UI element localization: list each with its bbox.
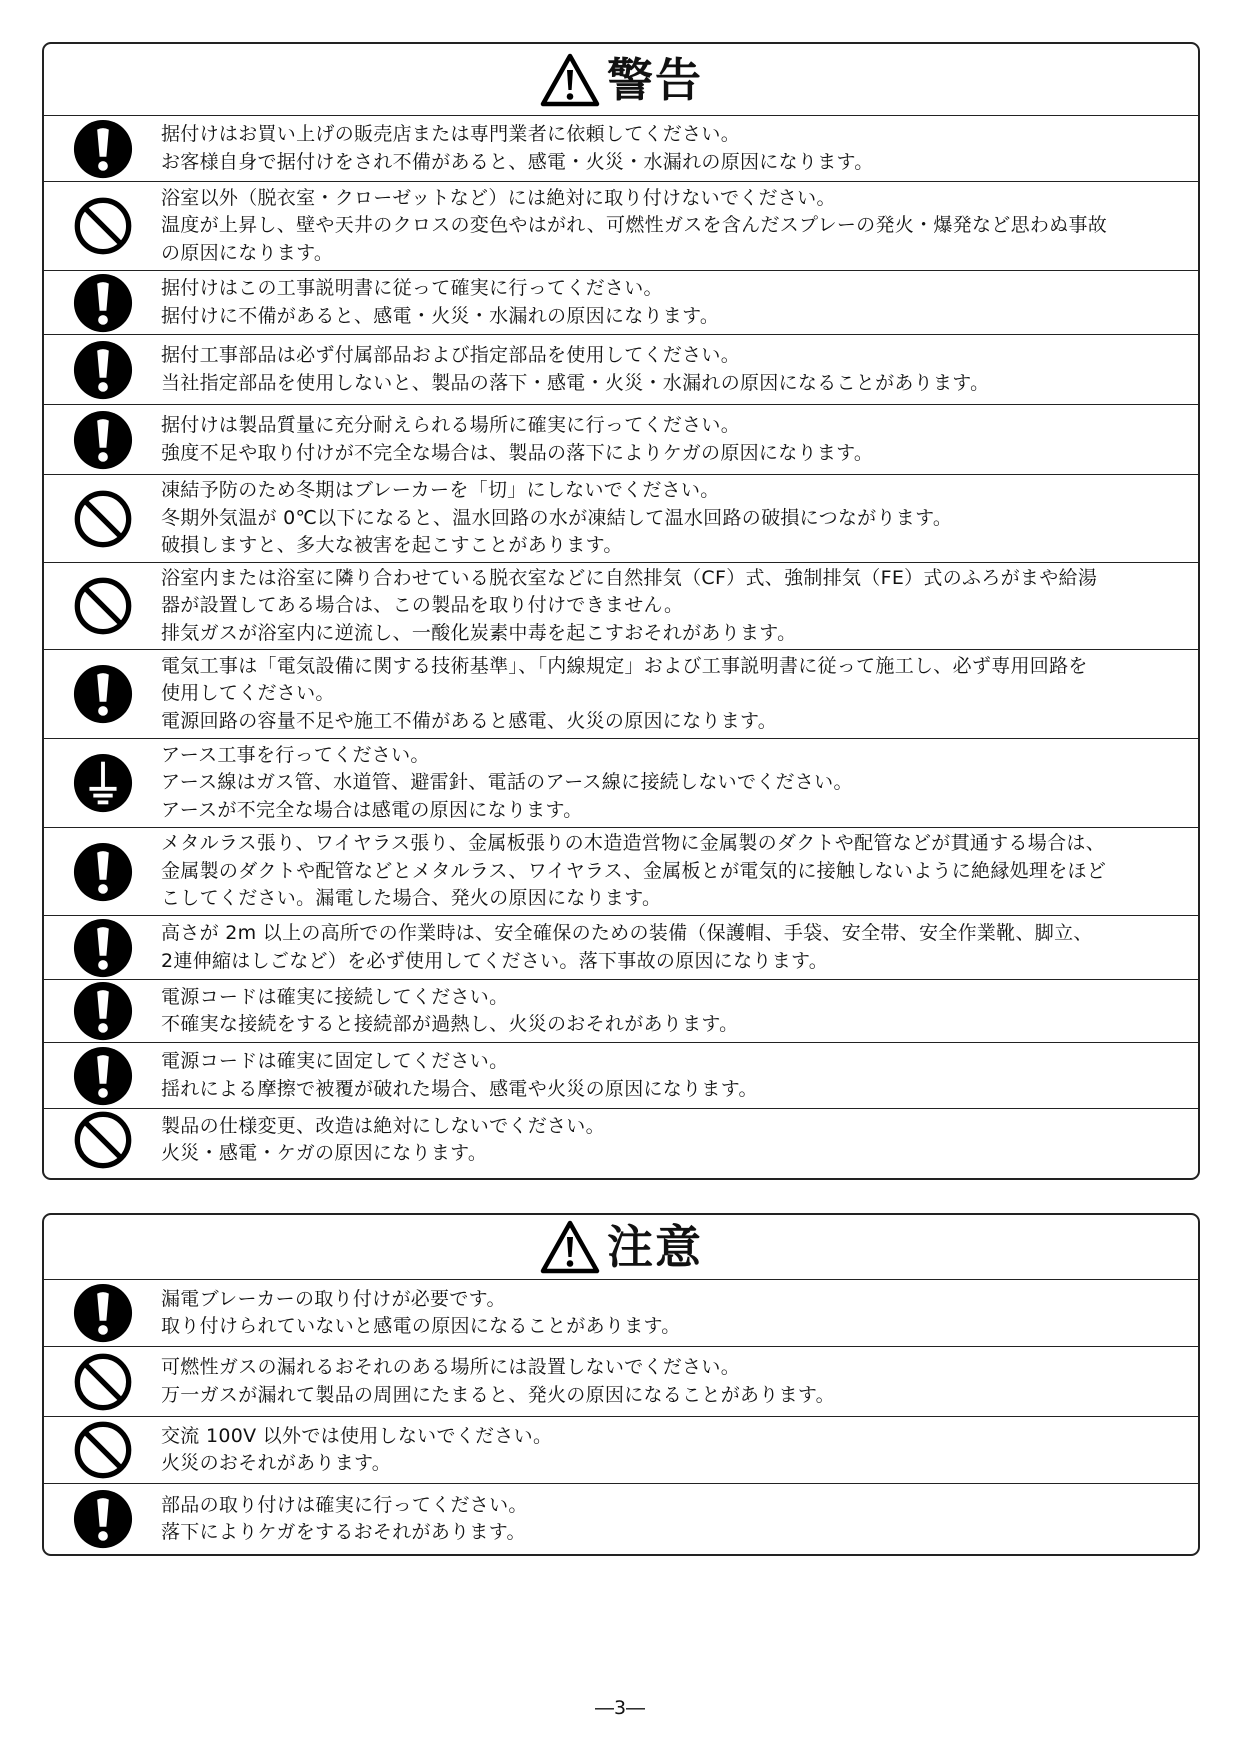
item-text-line: 部品の取り付けは確実に行ってください。: [161, 1493, 528, 1516]
item-text-line: アースが不完全な場合は感電の原因になります。: [161, 798, 583, 821]
warning-item: [44, 1042, 1198, 1108]
item-text-line: 据付けはこの工事説明書に従って確実に行ってください。: [161, 277, 663, 299]
caution-item: [44, 1346, 1198, 1416]
prohibition-icon: [72, 488, 134, 550]
warning-item: [44, 270, 1198, 334]
mandatory-icon: [72, 980, 134, 1042]
mandatory-icon: [72, 339, 134, 401]
item-text-line: 火災・感電・ケガの原因になります。: [161, 1142, 488, 1164]
item-text-line: 2連伸縮はしごなど）を必ず使用してください。落下事故の原因になります。: [161, 949, 829, 972]
caution-item: [44, 1280, 1198, 1346]
item-text-line: 高さが 2m 以上の高所での作業時は、安全確保のための装備（保護帽、手袋、安全帯、安全作業靴、脚立、: [161, 922, 1093, 944]
warning-title: 警告: [607, 52, 703, 107]
item-text-line: 交流 100V 以外では使用しないでください。: [161, 1424, 553, 1447]
item-text-line: 据付けはお買い上げの販売店または専門業者に依頼してください。: [161, 123, 741, 145]
item-text-line: 揺れによる摩擦で被覆が破れた場合、感電や火災の原因になります。: [161, 1077, 758, 1100]
mandatory-icon: [72, 663, 134, 725]
item-text-line: こしてください。漏電した場合、発火の原因になります。: [161, 887, 662, 910]
item-text-line: 浴室内または浴室に隣り合わせている脱衣室などに自然排気（CF）式、強制排気（FE）式のふろがまや給湯: [161, 566, 1098, 589]
item-text-line: 電源回路の容量不足や施工不備があると感電、火災の原因になります。: [161, 709, 778, 732]
warning-triangle-icon: [539, 1219, 601, 1275]
item-text-line: 万一ガスが漏れて製品の周囲にたまると、発火の原因になることがあります。: [161, 1383, 835, 1406]
item-text-line: 器が設置してある場合は、この製品を取り付けできません。: [161, 594, 684, 617]
prohibition-icon: [72, 1419, 134, 1481]
item-text-line: 電気工事は「電気設備に関する技術基準」、「内線規定」および工事説明書に従って施工し、必ず専用回路を: [161, 654, 1088, 677]
item-text-line: 金属製のダクトや配管などとメタルラス、ワイヤラス、金属板とが電気的に接触しないように絶縁処理をほど: [161, 859, 1107, 882]
prohibition-icon: [72, 575, 134, 637]
warning-item: [44, 738, 1198, 827]
page-number: ―3―: [594, 1697, 646, 1719]
item-text-line: 可燃性ガスの漏れるおそれのある場所には設置しないでください。: [161, 1356, 741, 1378]
prohibition-icon: [72, 1109, 134, 1171]
caution-header: [44, 1215, 1198, 1280]
item-text-line: 据付けは製品質量に充分耐えられる場所に確実に行ってください。: [161, 414, 741, 436]
warning-item: [44, 1108, 1198, 1171]
item-text-line: 冬期外気温が 0℃以下になると、温水回路の水が凍結して温水回路の破損につながります。: [161, 506, 953, 529]
warning-item: [44, 827, 1198, 915]
item-text-line: 使用してください。: [161, 682, 335, 705]
item-text-line: 電源コードは確実に接続してください。: [161, 985, 509, 1008]
item-text-line: 火災のおそれがあります。: [161, 1452, 392, 1474]
item-text-line: 据付けに不備があると、感電・火災・水漏れの原因になります。: [161, 304, 720, 327]
item-text-line: アース線はガス管、水道管、避雷針、電話のアース線に接続しないでください。: [161, 771, 853, 794]
prohibition-icon: [72, 1351, 134, 1413]
mandatory-icon: [72, 272, 134, 334]
item-text-line: 排気ガスが浴室内に逆流し、一酸化炭素中毒を起こすおそれがあります。: [161, 621, 797, 644]
mandatory-icon: [72, 917, 134, 979]
warning-item: [44, 181, 1198, 270]
prohibition-icon: [72, 195, 134, 257]
warning-item: [44, 649, 1198, 738]
item-text-line: 当社指定部品を使用しないと、製品の落下・感電・火災・水漏れの原因になることがあります。: [161, 371, 990, 394]
item-text-line: 取り付けられていないと感電の原因になることがあります。: [161, 1315, 681, 1337]
item-text-line: 据付工事部品は必ず付属部品および指定部品を使用してください。: [161, 344, 741, 366]
warning-item: [44, 116, 1198, 181]
mandatory-icon: [72, 841, 134, 903]
warning-item: [44, 562, 1198, 649]
item-text-line: 凍結予防のため冬期はブレーカーを「切」にしないでください。: [161, 479, 720, 502]
warning-item: [44, 474, 1198, 562]
item-text-line: お客様自身で据付けをされ不備があると、感電・火災・水漏れの原因になります。: [161, 150, 874, 173]
item-text-line: メタルラス張り、ワイヤラス張り、金属板張りの木造造営物に金属製のダクトや配管などが貫通する場合は、: [161, 832, 1105, 855]
warning-item: [44, 979, 1198, 1042]
item-text-line: 温度が上昇し、壁や天井のクロスの変色やはがれ、可燃性ガスを含んだスプレーの発火・爆発など思わぬ事故: [161, 214, 1108, 237]
item-text-line: 電源コードは確実に固定してください。: [161, 1050, 509, 1072]
warning-header: [44, 44, 1198, 116]
mandatory-icon: [72, 1282, 134, 1344]
caution-item: [44, 1416, 1198, 1483]
warning-item: [44, 334, 1198, 404]
item-text-line: の原因になります。: [161, 241, 334, 264]
caution-panel: [42, 1213, 1200, 1556]
warning-item: [44, 404, 1198, 474]
item-text-line: 落下によりケガをするおそれがあります。: [161, 1521, 526, 1543]
warning-triangle-icon: [539, 52, 601, 108]
ground-icon: [72, 752, 134, 814]
item-text-line: 強度不足や取り付けが不完全な場合は、製品の落下によりケガの原因になります。: [161, 441, 874, 464]
item-text-line: 不確実な接続をすると接続部が過熱し、火災のおそれがあります。: [161, 1013, 739, 1035]
caution-title: 注意: [607, 1220, 703, 1274]
item-text-line: 漏電ブレーカーの取り付けが必要です。: [161, 1287, 506, 1310]
item-text-line: アース工事を行ってください。: [161, 743, 430, 766]
caution-item: [44, 1483, 1198, 1554]
warning-item: [44, 915, 1198, 979]
warning-panel: [42, 42, 1200, 1180]
mandatory-icon: [72, 118, 134, 180]
mandatory-icon: [72, 409, 134, 471]
item-text-line: 製品の仕様変更、改造は絶対にしないでください。: [161, 1114, 605, 1137]
mandatory-icon: [72, 1045, 134, 1107]
item-text-line: 浴室以外（脱衣室・クローゼットなど）には絶対に取り付けないでください。: [161, 186, 836, 209]
mandatory-icon: [72, 1488, 134, 1550]
item-text-line: 破損しますと、多大な被害を起こすことがあります。: [161, 534, 623, 557]
